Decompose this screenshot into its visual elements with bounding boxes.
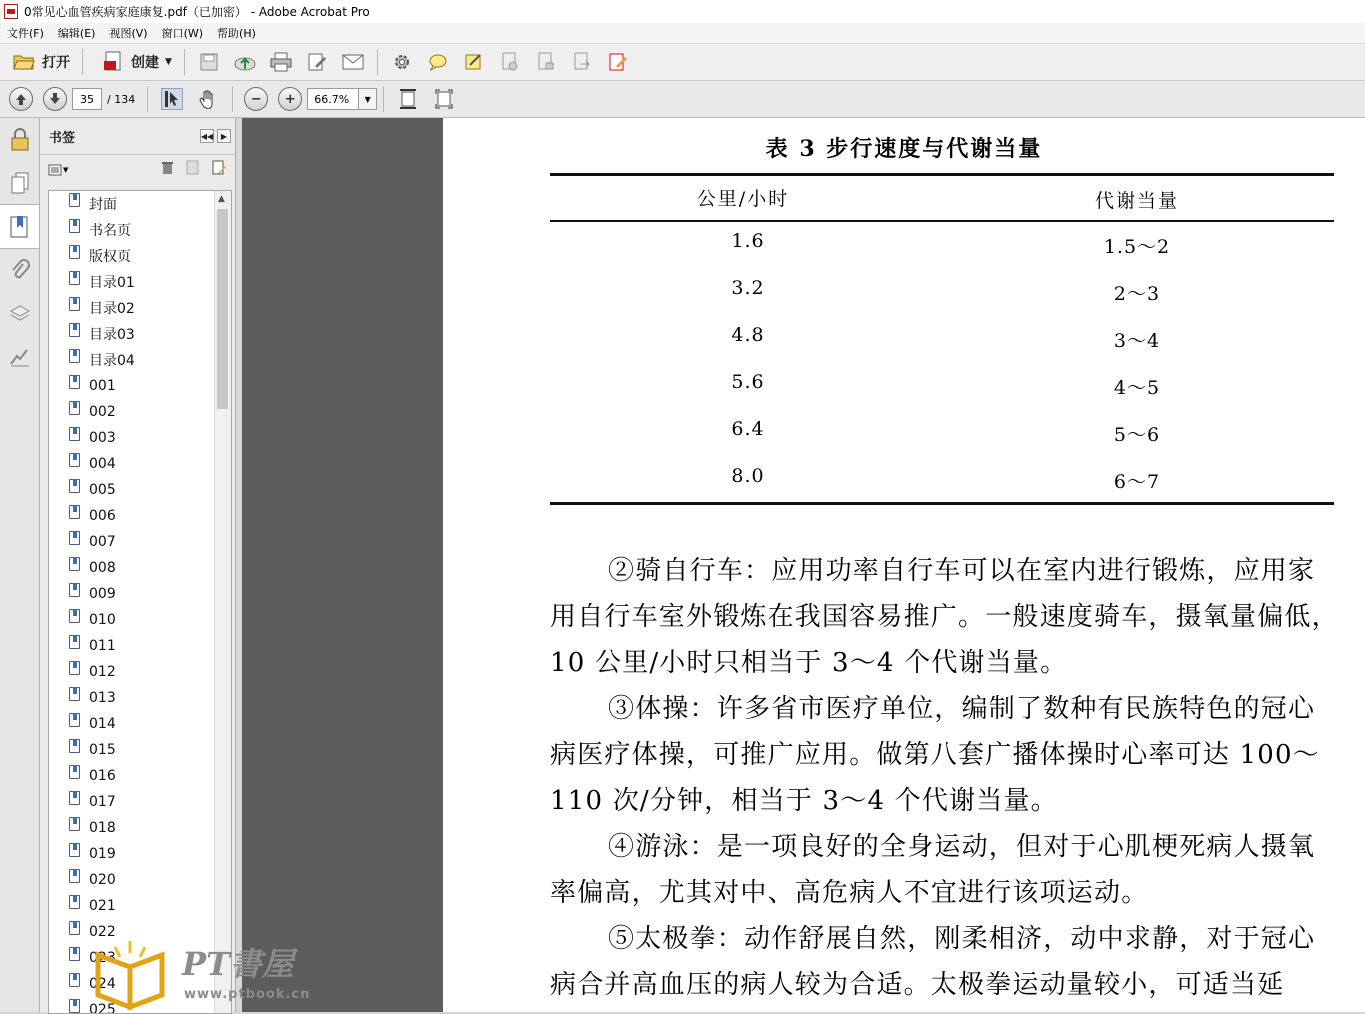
bookmark-properties-icon[interactable] (212, 160, 227, 178)
bookmark-label: 016 (89, 768, 116, 784)
create-pdf-icon (102, 51, 124, 73)
previous-page-button[interactable] (9, 87, 33, 111)
bookmark-item[interactable] (49, 529, 231, 555)
bookmark-item[interactable] (49, 841, 231, 867)
plus-icon: + (284, 91, 296, 107)
create-label: 创建 (131, 55, 159, 71)
bookmark-label: 025 (89, 1002, 116, 1014)
bookmark-label: 019 (89, 846, 116, 862)
bookmark-icon (69, 687, 80, 701)
table-title: 表 3 步行速度与代谢当量 (765, 136, 1043, 162)
bookmark-options-button[interactable] (48, 164, 68, 176)
folder-icon (13, 51, 35, 73)
paragraph: ③体操：许多省市医疗单位，编制了数种有民族特色的冠心病医疗体操，可推广应用。做第八套广播体操时心率可达 100～110 次/分钟，相当于 3～4 个代谢当量。 (550, 694, 1320, 816)
bookmark-icon (69, 349, 80, 363)
arrow-down-icon (48, 92, 62, 106)
paperclip-icon (10, 259, 30, 283)
toolbar-divider (147, 86, 148, 112)
bookmark-label: 022 (89, 924, 116, 940)
select-tool-icon[interactable] (161, 88, 183, 110)
bookmark-label: 目录04 (89, 353, 135, 369)
document-viewer[interactable] (242, 118, 1365, 1012)
upload-cloud-icon[interactable] (234, 51, 256, 73)
main-toolbar (0, 44, 1365, 81)
bookmark-label: 目录03 (89, 327, 135, 343)
bookmark-label: 目录01 (89, 275, 135, 291)
page-total: / 134 (107, 92, 136, 106)
panel-options-button[interactable] (217, 129, 231, 143)
double-chevron-left-icon: ◀◀ (200, 131, 214, 141)
bookmark-label: 006 (89, 508, 116, 524)
bookmark-label: 003 (89, 430, 116, 446)
bookmark-icon (69, 401, 80, 415)
chevron-right-icon: ▶ (220, 131, 228, 141)
bookmark-label: 002 (89, 404, 116, 420)
bookmark-icon (69, 609, 80, 623)
email-icon[interactable] (342, 51, 364, 73)
fit-page-icon[interactable] (433, 88, 455, 110)
paragraph: ⑤太极拳：动作舒展自然，刚柔相济，动中求静，对于冠心病合并高血压的病人较为合适。太极拳运动量较小，可适当延 (550, 924, 1316, 1000)
bookmark-icon (69, 219, 80, 233)
signatures-button[interactable] (0, 335, 39, 378)
navigation-pane-strip (0, 118, 40, 1012)
bookmark-icon (69, 505, 80, 519)
sign-icon[interactable] (463, 51, 485, 73)
bookmark-label: 004 (89, 456, 116, 472)
table-cell-speed: 6.4 (731, 418, 765, 440)
secure-document-icon[interactable] (499, 51, 521, 73)
signature-icon (9, 346, 31, 368)
next-page-button[interactable] (43, 87, 67, 111)
bookmark-icon (69, 531, 80, 545)
scrollbar-thumb[interactable] (217, 209, 228, 409)
bookmark-item[interactable] (49, 321, 231, 347)
bookmark-item[interactable] (49, 659, 231, 685)
bookmark-icon (69, 661, 80, 675)
bookmark-icon (69, 869, 80, 883)
bookmarks-panel (40, 118, 236, 1012)
toolbar-divider (377, 49, 378, 75)
table-cell-speed: 4.8 (731, 324, 765, 346)
bookmark-item[interactable] (49, 581, 231, 607)
table-cell-met: 2～3 (1113, 283, 1161, 305)
table-header-met: 代谢当量 (1094, 190, 1179, 212)
watermark-url: www.ptbook.cn (184, 987, 311, 1002)
bookmark-item[interactable] (49, 711, 231, 737)
zoom-in-button[interactable] (278, 87, 302, 111)
bookmark-item[interactable] (49, 217, 231, 243)
bookmark-icon (69, 999, 80, 1013)
watermark-logo (90, 935, 340, 1010)
toolbar-divider (383, 86, 384, 112)
security-lock-button[interactable] (0, 118, 39, 161)
bookmark-icon (69, 583, 80, 597)
bookmark-icon (69, 375, 80, 389)
zoom-out-button[interactable] (244, 87, 268, 111)
menu-view[interactable]: 视图(V) (109, 27, 148, 40)
bookmark-label: 013 (89, 690, 116, 706)
bookmark-label: 007 (89, 534, 116, 550)
bookmark-item[interactable] (49, 503, 231, 529)
zoom-level-input[interactable]: 66.7% (307, 88, 359, 110)
lock-document-icon[interactable] (535, 51, 557, 73)
menu-edit[interactable]: 编辑(E) (57, 27, 96, 40)
bookmark-icon (69, 973, 80, 987)
bookmark-item[interactable] (49, 191, 231, 217)
zoom-dropdown-button[interactable] (359, 88, 377, 110)
title-bar (0, 0, 1365, 23)
table-header-rule (550, 220, 1334, 222)
paragraph: ②骑自行车：应用功率自行车可以在室内进行锻炼，应用家用自行车室外锻炼在我国容易推广。一般速度骑车，摄氧量偏低，10 公里/小时只相当于 3～4 个代谢当量。 (550, 556, 1339, 678)
bookmark-icon (69, 271, 80, 285)
edit-document-icon[interactable] (306, 51, 328, 73)
bookmark-label: 012 (89, 664, 116, 680)
delete-bookmark-icon[interactable] (161, 160, 174, 178)
menu-bar (0, 23, 1365, 44)
chevron-down-icon: ▼ (364, 94, 371, 104)
fit-width-icon[interactable] (397, 88, 419, 110)
table-cell-speed: 3.2 (731, 277, 765, 299)
bookmark-label: 010 (89, 612, 116, 628)
bookmark-label: 009 (89, 586, 116, 602)
bookmark-item[interactable] (49, 893, 231, 919)
bookmark-item[interactable] (49, 373, 231, 399)
scroll-up-icon[interactable]: ▲ (218, 194, 225, 204)
bookmark-icon (69, 843, 80, 857)
bookmark-icon (69, 739, 80, 753)
minus-icon: − (250, 91, 262, 107)
bookmark-item[interactable] (49, 737, 231, 763)
paragraph: ④游泳：是一项良好的全身运动，但对于心肌梗死病人摄氧率偏高，尤其对中、高危病人不宜进行该项运动。 (550, 832, 1316, 908)
bookmarks-button[interactable] (0, 204, 39, 249)
bookmark-item[interactable] (49, 399, 231, 425)
page-thumbnails-button[interactable] (0, 161, 39, 204)
save-icon[interactable] (198, 51, 220, 73)
create-button[interactable] (89, 48, 178, 76)
bookmarks-scrollbar[interactable] (214, 191, 231, 1013)
arrow-up-icon (14, 92, 28, 106)
body-text (550, 548, 1340, 1008)
bookmark-item[interactable] (49, 451, 231, 477)
bookmark-label: 001 (89, 378, 116, 394)
bookmark-icon (69, 791, 80, 805)
menu-help[interactable]: 帮助(H) (217, 27, 256, 40)
bookmark-icon (69, 817, 80, 831)
bookmark-label: 书名页 (89, 223, 131, 239)
menu-file[interactable]: 文件(F) (7, 27, 44, 40)
bookmark-label: 011 (89, 638, 116, 654)
toolbar-divider (232, 86, 233, 112)
bookmark-icon (69, 427, 80, 441)
bookmark-icon (69, 713, 80, 727)
table-cell-speed: 8.0 (731, 465, 765, 487)
bookmark-icon (69, 765, 80, 779)
bookmark-item[interactable] (49, 477, 231, 503)
list-options-icon (48, 164, 62, 176)
bookmarks-header (40, 118, 235, 154)
menu-window[interactable]: 窗口(W) (161, 27, 204, 40)
gear-icon[interactable] (391, 51, 413, 73)
bookmark-label: 023 (89, 950, 116, 966)
form-edit-icon[interactable] (607, 51, 629, 73)
bookmark-icon (69, 453, 80, 467)
open-button[interactable] (0, 48, 76, 76)
bookmark-icon (69, 947, 80, 961)
bookmark-item[interactable] (49, 607, 231, 633)
bookmark-item[interactable] (49, 243, 231, 269)
chevron-down-icon: ▼ (165, 57, 172, 67)
bookmark-icon (9, 215, 31, 239)
pages-icon (10, 171, 30, 195)
acrobat-pdf-icon (4, 4, 18, 19)
bookmark-item[interactable] (49, 295, 231, 321)
bookmark-item[interactable] (49, 815, 231, 841)
new-bookmark-icon[interactable] (186, 160, 200, 178)
toolbar-divider (82, 49, 83, 75)
bookmark-label: 005 (89, 482, 116, 498)
table-cell-met: 3～4 (1113, 330, 1161, 352)
bookmark-icon (69, 895, 80, 909)
bookmarks-list (48, 190, 232, 1014)
table-header-speed: 公里/小时 (696, 188, 790, 210)
toolbar-divider (184, 49, 185, 75)
bookmark-item[interactable] (49, 555, 231, 581)
bookmark-label: 封面 (89, 197, 117, 213)
bookmark-label: 版权页 (89, 249, 131, 265)
bookmark-icon (69, 297, 80, 311)
bookmark-item[interactable] (49, 425, 231, 451)
bookmark-label: 021 (89, 898, 116, 914)
print-icon[interactable] (270, 51, 292, 73)
attachments-button[interactable] (0, 249, 39, 292)
bookmark-icon (69, 245, 80, 259)
bookmark-icon (69, 921, 80, 935)
table-cell-speed: 5.6 (731, 371, 765, 393)
lock-icon (10, 128, 30, 152)
comment-icon[interactable] (427, 51, 449, 73)
layers-button[interactable] (0, 292, 39, 335)
bookmark-icon (69, 479, 80, 493)
bookmark-item[interactable] (49, 763, 231, 789)
bookmark-item[interactable] (49, 347, 231, 373)
bookmarks-toolbar (40, 154, 235, 185)
table-cell-met: 4～5 (1113, 377, 1161, 399)
bookmark-item[interactable] (49, 269, 231, 295)
window-title: 0常见心血管疾病家庭康复.pdf（已加密） - Adobe Acrobat Pro (24, 5, 370, 19)
layers-icon (9, 303, 31, 325)
bookmark-icon (69, 635, 80, 649)
table-cell-met: 1.5～2 (1103, 236, 1171, 258)
bookmark-icon (69, 193, 80, 207)
bookmark-item[interactable] (49, 867, 231, 893)
bookmark-label: 017 (89, 794, 116, 810)
bookmark-icon (69, 323, 80, 337)
table-top-rule (550, 173, 1334, 176)
open-label: 打开 (42, 55, 70, 71)
bookmark-label: 014 (89, 716, 116, 732)
hand-tool-icon[interactable] (197, 88, 219, 110)
table-cell-met: 5～6 (1113, 424, 1161, 446)
navigation-toolbar (0, 81, 1365, 118)
bookmark-icon (69, 557, 80, 571)
table-cell-speed: 1.6 (731, 230, 765, 252)
export-document-icon[interactable] (571, 51, 593, 73)
bookmark-label: 020 (89, 872, 116, 888)
bookmark-label: 018 (89, 820, 116, 836)
bookmark-label: 目录02 (89, 301, 135, 317)
watermark-brand: PT書屋 (182, 945, 294, 983)
table-cell-met: 6～7 (1113, 471, 1161, 493)
pdf-page (443, 118, 1365, 1012)
table-bottom-rule (550, 502, 1334, 505)
chevron-down-icon: ▼ (63, 166, 69, 174)
bookmarks-title: 书签 (49, 130, 76, 146)
bookmark-label: 024 (89, 976, 116, 992)
bookmark-item[interactable] (49, 789, 231, 815)
bookmark-label: 015 (89, 742, 116, 758)
bookmark-item[interactable] (49, 633, 231, 659)
page-number-input[interactable]: 35 (72, 88, 102, 110)
collapse-panel-button[interactable] (200, 129, 214, 143)
bookmark-item[interactable] (49, 685, 231, 711)
bookmark-label: 008 (89, 560, 116, 576)
